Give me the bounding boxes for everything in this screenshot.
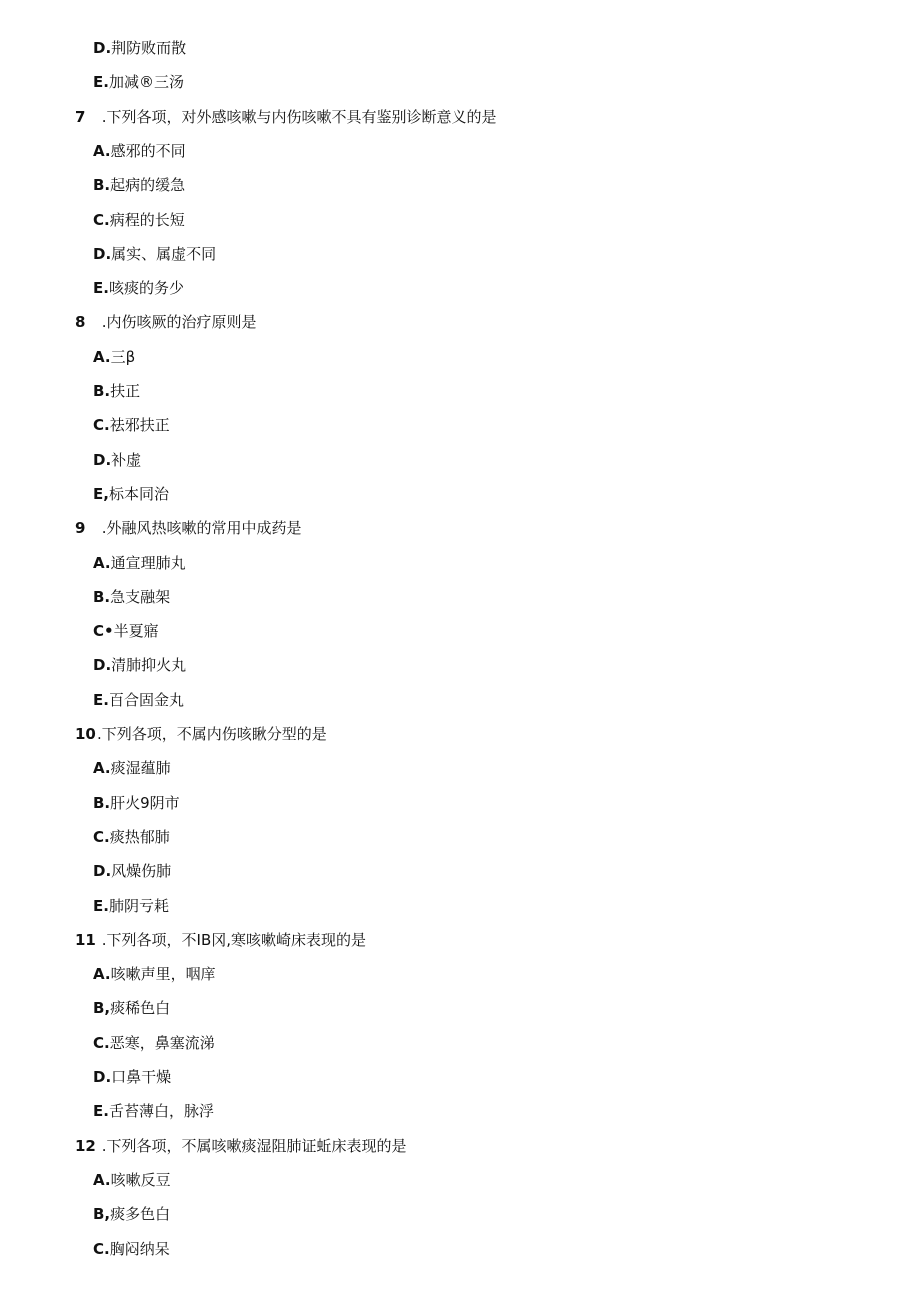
option-line — [93, 690, 184, 710]
option-line — [93, 655, 186, 675]
option-label: E. — [93, 279, 109, 298]
option-text: 百合固金丸 — [108, 690, 184, 709]
question-text: .下列各项，不属咳嗽痰湿阻肺证蚯床表现的是 — [97, 1136, 407, 1155]
option-text: 痰多色白 — [110, 1205, 171, 1224]
option-line — [93, 1033, 215, 1053]
question-number: 10 — [75, 725, 96, 743]
option-text: 肝火9阴市 — [110, 793, 180, 812]
option-line — [93, 141, 186, 161]
option-line — [93, 1067, 171, 1087]
option-label: E. — [93, 73, 109, 92]
option-line — [93, 1170, 171, 1190]
option-label: C. — [93, 210, 110, 229]
question-number: 12 — [75, 1136, 96, 1155]
option-line — [93, 998, 170, 1018]
option-text: 咳嗽反豆 — [110, 1170, 171, 1189]
option-label: D. — [93, 1068, 112, 1086]
option-label: B. — [93, 382, 111, 400]
option-line — [93, 827, 170, 847]
option-text: 感邪的不同 — [110, 141, 186, 160]
option-text: 扶正 — [110, 382, 141, 400]
option-line — [93, 450, 141, 470]
option-text: 胸闷纳呆 — [109, 1239, 170, 1258]
option-text: 舌苔薄白，脉浮 — [108, 1102, 214, 1121]
question-text: .下列各项，对外感咳嗽与内伤咳嗽不具有鉴别诊断意义的是 — [97, 107, 497, 126]
option-text: 起病的缓急 — [110, 176, 186, 195]
option-label: A. — [93, 1170, 111, 1189]
option-label: B. — [93, 793, 111, 812]
option-line — [93, 244, 216, 264]
option-label: A. — [93, 553, 111, 572]
option-label: C. — [93, 1239, 110, 1258]
option-text: 风燥伤肺 — [111, 862, 172, 881]
option-line — [93, 621, 159, 641]
option-label: A. — [93, 347, 111, 366]
option-text: 补虚 — [111, 450, 142, 469]
option-line — [93, 72, 184, 92]
option-label: E. — [93, 690, 109, 709]
option-line — [93, 1204, 170, 1224]
option-text: 标本同治 — [108, 484, 169, 503]
option-text: 祛邪扶正 — [109, 416, 170, 435]
option-line — [93, 587, 170, 607]
question-number: 7 — [75, 107, 86, 126]
question-number: 11 — [75, 930, 96, 949]
question-text: .下列各项，不IB冈,寒咳嗽崎床表现的是 — [97, 930, 367, 949]
option-line — [93, 381, 140, 401]
option-label: B. — [93, 176, 111, 195]
question-line — [75, 518, 302, 538]
option-text: 口鼻干燥 — [111, 1068, 172, 1086]
option-label: C. — [93, 827, 110, 846]
option-line — [93, 896, 169, 916]
option-label: D. — [93, 862, 112, 881]
option-text: 半夏寤 — [113, 622, 159, 641]
question-line — [75, 1136, 407, 1156]
option-label: A. — [93, 759, 111, 778]
option-text: 咳嗽声里，咽庠 — [110, 965, 216, 984]
option-line — [93, 861, 171, 881]
option-text: 肺阴亏耗 — [108, 896, 169, 915]
option-label: A. — [93, 141, 111, 160]
option-label: C. — [93, 416, 110, 435]
option-label: E, — [93, 484, 109, 503]
question-line — [75, 930, 366, 950]
option-label: D. — [93, 450, 112, 469]
option-text: 通宣理肺丸 — [110, 553, 186, 572]
question-line — [75, 312, 257, 332]
option-line — [93, 278, 184, 298]
option-label: B. — [93, 587, 111, 606]
option-label: D. — [93, 656, 112, 675]
option-text: 痰湿蕴肺 — [110, 759, 171, 778]
option-line — [93, 210, 185, 230]
option-text: 咳痰的务少 — [108, 279, 184, 298]
option-line — [93, 553, 186, 573]
option-line — [93, 1101, 214, 1121]
option-text: 痰热郁肺 — [109, 827, 170, 846]
option-text: 急支融架 — [110, 587, 171, 606]
option-line — [93, 793, 180, 813]
question-number: 9 — [75, 519, 86, 538]
option-text: 属实、属虚不同 — [111, 244, 217, 263]
option-label: B, — [93, 1205, 111, 1224]
option-line — [93, 1239, 170, 1259]
option-line — [93, 38, 186, 58]
question-line — [75, 724, 327, 744]
option-line — [93, 758, 171, 778]
option-text: 加减®三汤 — [108, 73, 184, 92]
option-text: 病程的长短 — [109, 210, 185, 229]
option-label: C• — [93, 622, 114, 641]
option-label: E. — [93, 1102, 109, 1121]
option-text: 恶寒，鼻塞流涕 — [109, 1033, 215, 1052]
question-line — [75, 107, 497, 127]
question-text: .内伤咳厥的治疗原则是 — [97, 313, 257, 332]
question-text: .外融风热咳嗽的常用中成药是 — [97, 519, 302, 538]
option-text: 荆防败而散 — [111, 39, 187, 57]
option-label: C. — [93, 1033, 110, 1052]
option-text: 清肺抑火丸 — [111, 656, 187, 675]
option-text: 痰稀色白 — [110, 999, 171, 1018]
option-label: B, — [93, 999, 111, 1018]
option-line — [93, 175, 185, 195]
option-label: E. — [93, 896, 109, 915]
question-text: .下列各项，不属内伤咳瞅分型的是 — [97, 725, 327, 743]
option-text: 三β — [110, 347, 136, 366]
option-line — [93, 415, 170, 435]
option-label: D. — [93, 244, 112, 263]
option-label: A. — [93, 965, 111, 984]
option-line — [93, 484, 169, 504]
option-line — [93, 347, 135, 367]
option-label: D. — [93, 39, 112, 57]
option-line — [93, 964, 216, 984]
question-number: 8 — [75, 313, 86, 332]
